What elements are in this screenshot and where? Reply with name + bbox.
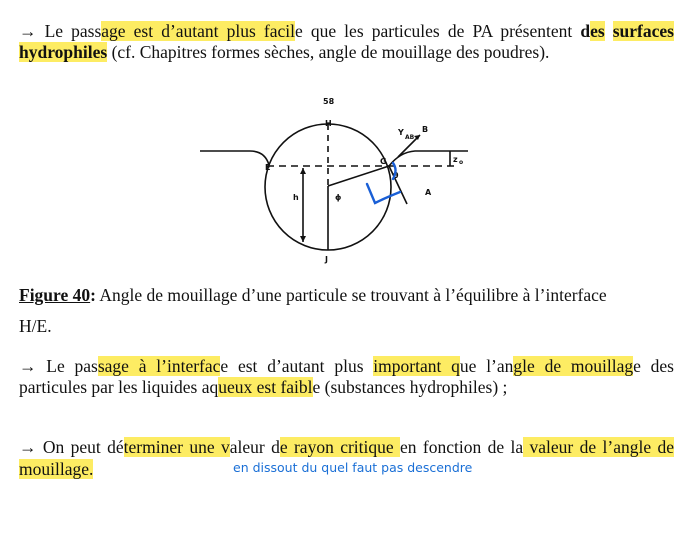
paragraph-passage-facile	[19, 21, 674, 63]
label-h-point: H	[325, 119, 332, 128]
highlighted-text: important q	[373, 356, 460, 376]
highlighted-bold-text: surfaces hydrophiles	[19, 21, 674, 62]
highlighted-text: e rayon critique	[279, 437, 401, 457]
label-z0: z	[453, 155, 458, 164]
handwritten-note: en dissout du quel faut pas descendre	[233, 460, 473, 475]
arrow-icon: →	[19, 437, 37, 457]
highlighted-text: ueux est faibl	[218, 377, 313, 397]
highlighted-text: gle de mouillag	[513, 356, 634, 376]
label-phi-angle: ϕ	[335, 193, 342, 202]
label-theta-angle: θ	[393, 171, 399, 180]
text: On peut dé	[36, 437, 124, 457]
highlighted-text: terminer une v	[123, 437, 230, 457]
caption-text: Angle de mouillage d’une particule se trouvant à l’équilibre à l’interface	[95, 285, 607, 305]
text: ue l’an	[459, 356, 514, 376]
label-g-point: G	[380, 157, 387, 166]
text: Le pass	[36, 21, 102, 41]
text: Le pas	[36, 356, 98, 376]
arrow-icon: →	[19, 356, 37, 376]
label-gamma-subscript: AB	[405, 134, 415, 141]
caption-line2: H/E.	[19, 316, 52, 336]
text: en fonction de la	[400, 437, 524, 457]
label-e-point: E	[265, 163, 271, 172]
text: (cf. Chapitres formes sèches, angle de mouillage des poudres).	[107, 42, 550, 62]
label-gamma: Y	[398, 128, 404, 137]
caption-colon: :	[90, 285, 96, 305]
label-j-point: J	[325, 255, 328, 264]
label-z0-subscript: o	[459, 159, 464, 166]
left-interface-line	[200, 151, 269, 165]
highlighted-text: valeur de l’angle de mouillage.	[19, 437, 675, 479]
caption-label: Figure 40	[19, 285, 91, 305]
paragraph-passage-interface	[19, 356, 674, 398]
radius-to-g	[328, 166, 389, 186]
label-b-point: B	[422, 125, 429, 134]
text: e des particules par les liquides aq	[19, 356, 674, 397]
highlighted-bold-text: es	[590, 21, 605, 41]
text: e est d’autant plus	[220, 356, 374, 376]
figure-caption	[19, 285, 679, 337]
text: aleur d	[229, 437, 280, 457]
wetting-angle-figure	[195, 80, 490, 270]
text: e que les particules de PA présentent	[294, 21, 581, 41]
figure-page-number: 58	[323, 97, 335, 106]
arrow-icon: →	[19, 21, 37, 41]
label-a-phase: A	[425, 188, 432, 197]
highlighted-text: age est d’autant plus facil	[101, 21, 295, 41]
highlighted-text: sage à l’interfac	[97, 356, 221, 376]
bold-text: d	[580, 21, 591, 41]
handwritten-annotation	[367, 163, 400, 203]
text: e (substances hydrophiles) ;	[312, 377, 508, 397]
label-h-height: h	[293, 193, 299, 202]
